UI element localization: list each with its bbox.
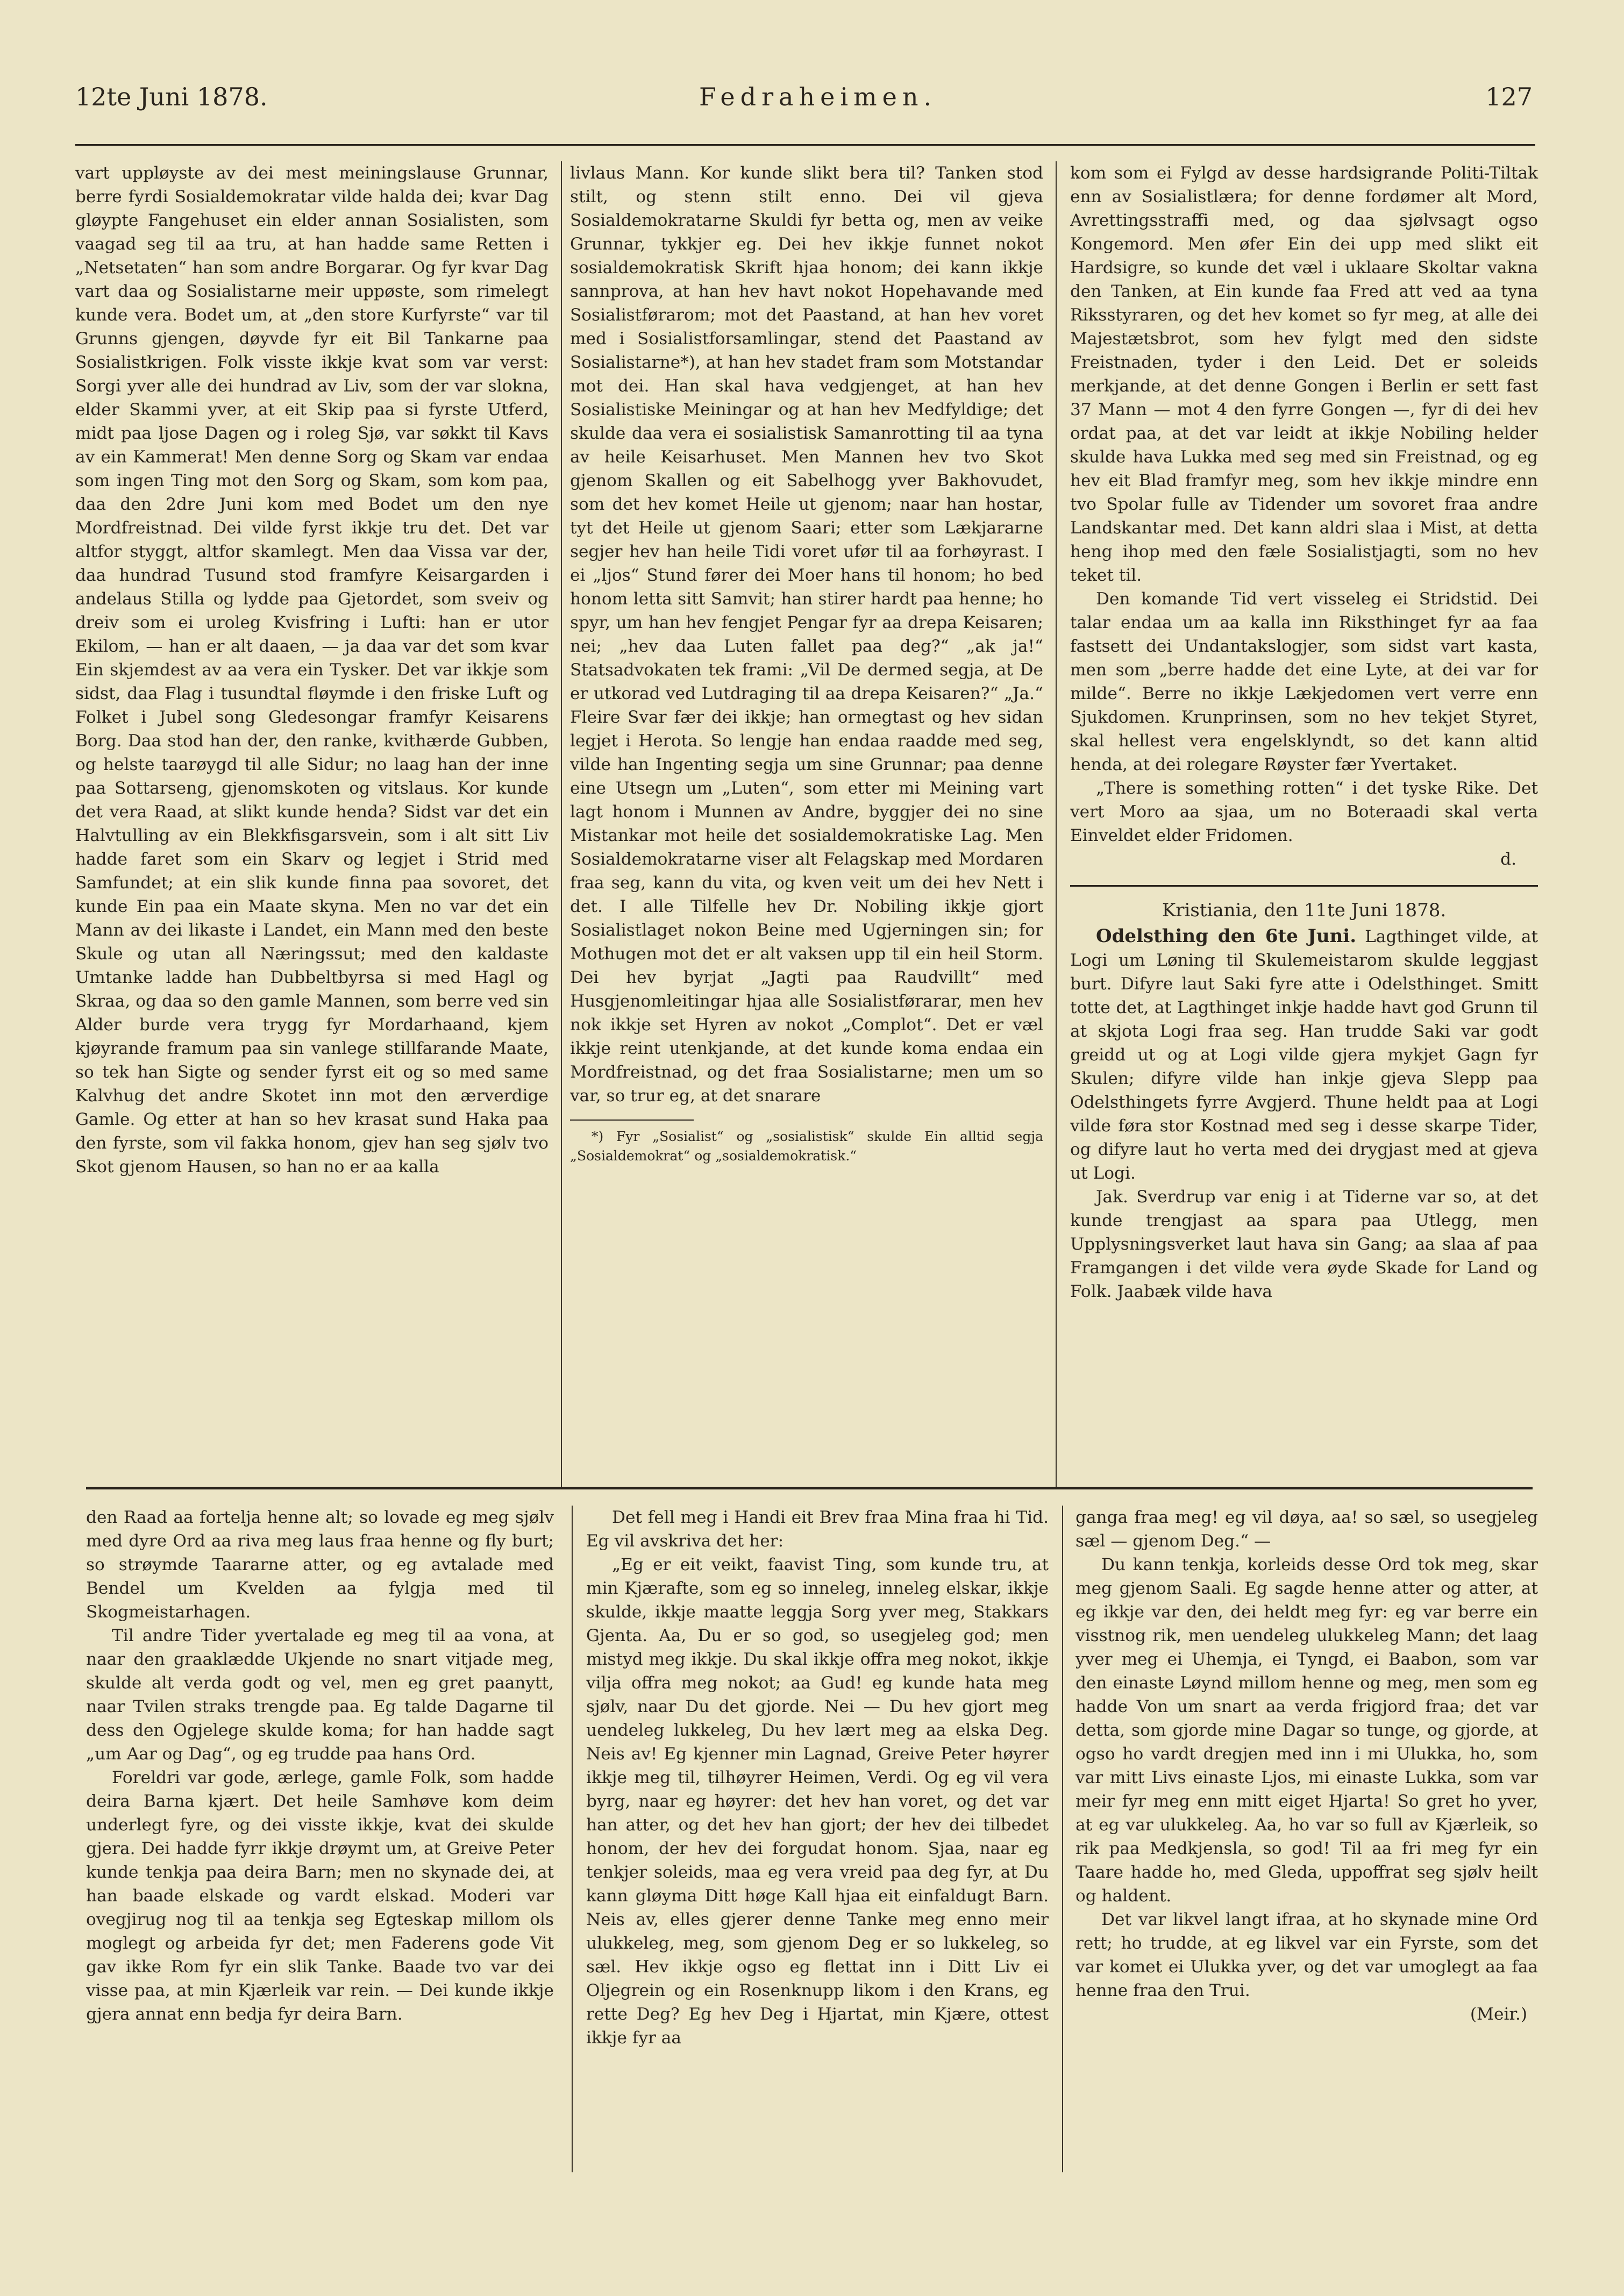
bottom-column-1 (86, 1506, 554, 2026)
header-rule (75, 144, 1535, 146)
column-divider (561, 161, 562, 1487)
article-paragraph: livlaus Mann. Kor kunde slikt bera til? Tanken stod stilt, og stenn stilt enno. Dei vil gjeva Sosialdemokratarne Skuldi fyr betta og, men av veike Grunnar, tykkjer eg. Dei hev ikkje funnet nokot sosialdemokratisk Skrift hjaa honom; dei kann ikkje sannprova, at han hev havt nokot Hopehavande med Sosialistførarom; mot det Paastand, at han hev voret med i Sosialistforsamlingar, stend det Paastand av Sosialistarne*), at han hev stadet fram som Motstandar mot dei. Han skal hava vedgjenget, at han hev Sosialistiske Meiningar og at han hev Medfyldige; det skulde daa vera ei sosialistisk Samanrotting til aa tyna av heile Keisarhuset. Men Mannen hev tvo Skot gjenom Skallen og eit Sabelhogg yver Bakhovudet, som det hev komet Heile ut gjenom; naar han hostar, tyt det Heile ut gjenom Saari; etter som Lækjararne segjer hev han heile Tidi voret ufør til aa forhøyrast. I ei „ljos“ Stund fører dei Moer hans til honom; ho bed honom letta sitt Samvit; han stirer hardt paa henne; ho spyr, um han hev fengjet Pengar fyr aa drepa Keisaren; nei; „hev daa Luten fallet paa deg?“ „ak ja!“ Statsadvokaten tek frami: „Vil De dermed segja, at De er utkorad ved Lutdraging til aa drepa Keisaren?“ „Ja.“ Fleire Svar fær dei ikkje; han ormegtast og hev sidan legjet i Herota. So lengje han endaa raadde med seg, vilde han Ingenting segja um sine Grunnar; paa denne eine Utsegn um „Luten“, som etter mi Meining vart lagt honom i Munnen av Andre, byggjer dei no sine Mistankar mot heile det sosialdemokratiske Lag. Men Sosialdemokratarne viser alt Felagskap med Mordaren fraa seg, kann du vita, og kven veit um dei hev Nett i det. I alle Tilfelle hev Dr. Nobiling ikkje gjort Sosialistlaget nokon Beine med Ugjerningen sin; for Mothugen mot det er alt vaksen upp til ein heil Storm. Dei hev byrjat „Jagti paa Raudvillt“ med Husgjenomleitingar hjaa alle Sosialistførarar, men hev nok ikkje set Hyren av nokot „Complot“. Det er væl ikkje reint utenkjande, at det kundе koma endaa ein Mordfreistnad, og det fraa Sosialistarne; men um so var, so trur eg, at det snarare (570, 163, 1043, 1106)
bottom-column-2 (586, 1506, 1049, 2050)
top-column-2 (570, 161, 1043, 1166)
masthead-title: Fedraheimen. (699, 82, 937, 111)
page-number: 127 (1485, 82, 1533, 111)
story-paragraph: Foreldri var gode, ærlege, gamle Folk, som hadde deira Barna kjært. Det heile Samhøve kom deim underlegt fyre, og dei visste ikkje, kvat dei skulde gjera. Dei hadde fyrr ikkje drøymt um, at Greive Peter kunde tenkja paa deira Barn; men no skynade dei, at han baade elskade og vardt elskad. Moderi var ovegjirug nog til aa tenkja seg Egteskap millom ols moglegt og arbeida fyr det; men Faderens gode Vit gav ikke Rom fyr ein slik Tanke. Baade tvo var dei visse paa, at min Kjærleik var rein. — Dei kunde ikkje gjera annat enn bedja fyr deira Barn. (86, 1768, 554, 2024)
article-paragraph: vart uppløyste av dei mest meiningslause Grunnar, berre fyrdi Sosialdemokratar vilde halda dei; kvar Dag gløypte Fangehuset ein elder annan Sosialisten, som vaagad seg til aa tru, at han hadde same Retten i „Netsetaten“ han som andre Borgarar. Og fyr kvar Dag vart daa og Sosialistarne meir uppøste, som rimelegt kunde vera. Bodet um, at „den store Kurfyrste“ var til Grunns gjengen, døyvde fyr eit Bil Tankarne paa Sosialistkrigen. Folk visste ikkje kvat som var verst: Sorgi yver alle dei hundrad av Liv, som der var slokna, elder Skammi yver, at eit Skip paa si fyrste Utferd, midt paa ljose Dagen og i roleg Sjø, var søkkt til Kavs av ein Kammerat! Men denne Sorg og Skam var endaa som ingen Ting mot den Sorg og Skam, som kom paa, daa den 2dre Juni kom med Bodet um den nye Mordfreistnad. Dei vilde fyrst ikkje tru det. Det var altfor styggt, altfor skamlegt. Men daa Vissa var der, daa hundrad Tusund stod framfyre Keisargarden i andelaus Stilla og lydde paa Gjetordet, som sveiv og dreiv som ei uroleg Kvisfring i Lufti: han er utor Ekilom, — han er alt daaen, — ja daa var det som kvar Ein skjemdest av aa vera ein Tysker. Det var ikkje som sidst, daa Flag i tusundtal fløymde i den friske Luft og Folket i Jubel song Gledesongar framfyr Keisarens Borg. Daa stod han der, den ranke, kvithærde Gubben, og helste taarøygd til alle Sidur; no laag han der inne paa Sottarseng, gjenomskoten og vitslaus. Kor kunde det vera Raad, at slikt kunde henda? Sidst var det ein Halvtulling av ein Blekkfisgarsvein, som i alt sitt Liv hadde faret som ein Skarv og legjet i Strid med Samfundet; at ein slik kunde finna paa sovoret, det kunde Ein paa ein Maate skyna. Men no var det ein Mann av dei likaste i Landet, ein Mann med den beste Skule og utan all Næringssut; med den kaldaste Umtanke ladde han Dubbeltbyrsa si med Hagl og Skraa, og daa so den gamle Mannen, som berre ved sin Alder burde vera trygg fyr Mordarhaand, kjem kjøyrande framum paa sin vanlege stillfarande Maate, so tek han Sigte og sender fyrst eit og so med same Kalvhug det andre Skotet inn mot den ærverdige Gamle. Og etter at han so hev krasat sund Haka paa den fyrste, som vil fakka honom, gjev han seg sjølv tvo Skot gjenom Hausen, so han no er aa kalla (75, 163, 549, 1176)
section-rule (1070, 885, 1538, 887)
letter-text: „Eg er eit veikt, faavist Ting, som kunde tru, at min Kjærafte, som eg so inneleg, inneleg elskar, ikkje skulde, ikkje maatte leggja Sorg yver meg, Stakkars Gjenta. Aa, Du er so god, so usegjeleg god; men mistyd meg ikkje. Du skal ikkje offra meg nokot, ikkje vilja offra meg nokot; aa Gud! eg kunde hata meg sjølv, naar Du det gjorde. Nei — Du hev gjort meg uendeleg lukkeleg, Du hev lært meg aa elska Deg. Neis av! Eg kjenner min Lagnad, Greive Peter høyrer ikkje meg til, tilhøyrer Heimen, Verdi. Og eg vil vera byrg, naar eg høyrer: det hev han voret, og det var han atter, og det hev han gjort; der hev dei tilbedet honom, der hev dei forgudat honom. Sjaa, naar eg tenkjer soleids, maa eg vera vreid paa deg fyr, at Du kann gløyma Ditt høge Kall hjaa eit einfaldugt Barn. Neis av, elles gjerer denne Tanke meg enno meir ulukkeleg, meg, som gjenom Deg er so lukkeleg, so sæl. Hev ikkje ogso eg flettat inn i Ditt Liv ei Oljegrein og ein Rosenknupp likom i den Krans, eg rette Deg? Eg hev Deg i Hjartat, min Kjære, ottest ikkje fyr aa (586, 1555, 1049, 2048)
story-paragraph: Det fell meg i Handi eit Brev fraa Mina fraa hi Tid. Eg vil avskriva det her: (586, 1508, 1049, 1551)
story-paragraph: den Raad aa fortelja henne alt; so lovade eg meg sjølv med dyre Ord aa riva meg laus fraa henne og fly burt; so strøymde Taararne atter, og eg avtalade med Bendel um Kvelden aa fylgja med til Skogmeistarhagen. (86, 1508, 554, 1622)
column-divider (1056, 161, 1057, 1487)
top-column-1 (75, 161, 549, 1179)
column-divider (1062, 1506, 1063, 2172)
issue-date: 12te Juni 1878. (75, 82, 268, 111)
section-heading: Odelsthing den 6te Juni. (1096, 925, 1357, 947)
footnote: *) Fyr „Sosialist“ og „sosialistisk“ skulde Ein alltid segja „Sosialdemokrat“ og „sosialdemokratisk.“ (570, 1129, 1043, 1164)
continued-marker: (Meir.) (1470, 2005, 1527, 2024)
article-paragraph: kom som ei Fylgd av desse hardsigrande Politi-Tiltak enn av Sosialistlæra; for denne fordømer alt Mord, Avrettingsstraffi med, og daa sjølvsagt ogso Kongemord. Men øfer Ein dei upp med slikt eit Hardsigre, so kunde det væl i uklaare Skoltar vakna den Tanken, at Ein kunde faa Fred att ved aa tyna Riksstyraren, og det hev komet so fyr meg, at alle dei Majestætsbrot, som hev fylgt med den sidste Freistnaden, tyder i den Leid. Det er soleids merkjande, at det denne Gongen i Berlin er sett fast 37 Mann — mot 4 den fyrre Gongen —, fyr di dei hev ordat paa, at det var leidt at ikkje Nobiling helder skulde hava Lukka med seg med sin Freistnad, og eg hev eit Blad framfyr meg, som hev ikkje mindre enn tvo Spolar fulle av Tidender um sovoret fraa andre Landskantar med. Det kann aldri slaa i Mist, at detta heng ihop med den fæle Sosialistjagti, som no hev teket til. (1070, 163, 1538, 585)
story-paragraph: Du kann tenkja, korleids desse Ord tok meg, skar meg gjenom Saali. Eg sagde henne atter og atter, at eg ikkje var den, dei heldt meg fyr: eg var berre ein visstnog rik, men uendeleg ulukkeleg Mann; det laag yver meg ei Uhemja, ei Tyngd, ei Baabon, som var den einaste Løynd millom henne og meg, men som eg hadde Von um snart aa verda frigjord fraa; det var detta, som gjorde mine Dagar so tunge, og gjorde, at ogso ho vardt dregjen med inn i mi Ulukka, ho, som var mitt Livs einaste Ljos, mi einaste Lukka, som var meir fyr meg enn mitt eiget Hjarta! So gret ho yver, at eg var ulukkeleg. Aa, ho var so full av Kjærleik, so rik paa Medkjensla, so god! Til aa fri meg fyr ein Taare hadde ho, med Gleda, uppoffrat seg sjølv heilt og haldent. (1075, 1555, 1538, 1906)
article-paragraph: Lagthinget vilde, at Logi um Løning til Skulemeistarom skulde leggjast burt. Difyre laut Saki fyre atte i Odelsthinget. Smitt totte det, at Lagthinget inkje hadde havt god Grunn til at skjota Logi fraa seg. Han trudde Saki var godt greidd ut og at Logi vilde gjera mykjet Gagn fyr Skulen; difyre vilde han inkje gjeva Slepp paa Odelsthingets fyrre Avgjerd. Thune heldt paa at Logi vilde føra stor Kostnad med seg i desse skarpe Tider, og difyre laut ho verta med dei drygjast med at gjeva ut Logi. (1070, 927, 1538, 1183)
article-paragraph: „There is something rotten“ i det tyske Rike. Det vert Moro aa sjaa, um no Boteraadi skal verta Einveldet elder Fridomen. (1070, 779, 1538, 845)
story-paragraph: Til andre Tider yvertalade eg meg til aa vona, at naar den graaklædde Ukjende no snart vitjade meg, skulde alt verda godt og vel, men eg gret paanytt, naar Tvilen straks trengde paa. Eg talde Dagarne til dess den Ogjelege skulde koma; for han hadde sagt „um Aar og Dag“, og eg trudde paa hans Ord. (86, 1626, 554, 1764)
top-column-3 (1070, 161, 1538, 1303)
dateline: Kristiania, den 11te Juni 1878. (1162, 900, 1447, 921)
footnote-rule (570, 1120, 694, 1121)
bottom-column-3 (1075, 1506, 1538, 2026)
article-signature: d. (1500, 850, 1516, 869)
article-paragraph: Den komande Tid vert visseleg ei Stridstid. Dei talar endaa um aa kalla inn Riksthinget fyr aa faa fastsett dei Undantakslogjer, som sidst vart kasta, men som „berre hadde det eine Lyte, at dei var for milde“. Berre no ikkje Lækjedomen vert verre enn Sjukdomen. Krunprinsen, som no hev tekjet Styret, skal hellest vera engelsklyndt, so det kann altid henda, at dei rolegare Røyster fær Yvertaket. (1070, 589, 1538, 774)
section-divider (86, 1487, 1533, 1489)
story-paragraph: Det var likvel langt ifraa, at ho skynade mine Ord rett; ho trudde, at eg likvel var ein Fyrste, som det var komet ei Ulukka yver, og det var umoglegt aa faa henne fraa den Trui. (1075, 1910, 1538, 2000)
column-divider (572, 1506, 573, 2172)
letter-text: ganga fraa meg! eg vil døya, aa! so sæl, so usegjeleg sæl — gjenom Deg.“ — (1075, 1508, 1538, 1551)
article-paragraph: Jak. Sverdrup var enig i at Tiderne var so, at det kunde trengjast aa spara paa Utlegg, men Upplysningsverket laut hava sin Gang; aa slaa af paa Framgangen i det vilde vera øyde Skade for Land og Folk. Jaabæk vilde hava (1070, 1187, 1538, 1301)
